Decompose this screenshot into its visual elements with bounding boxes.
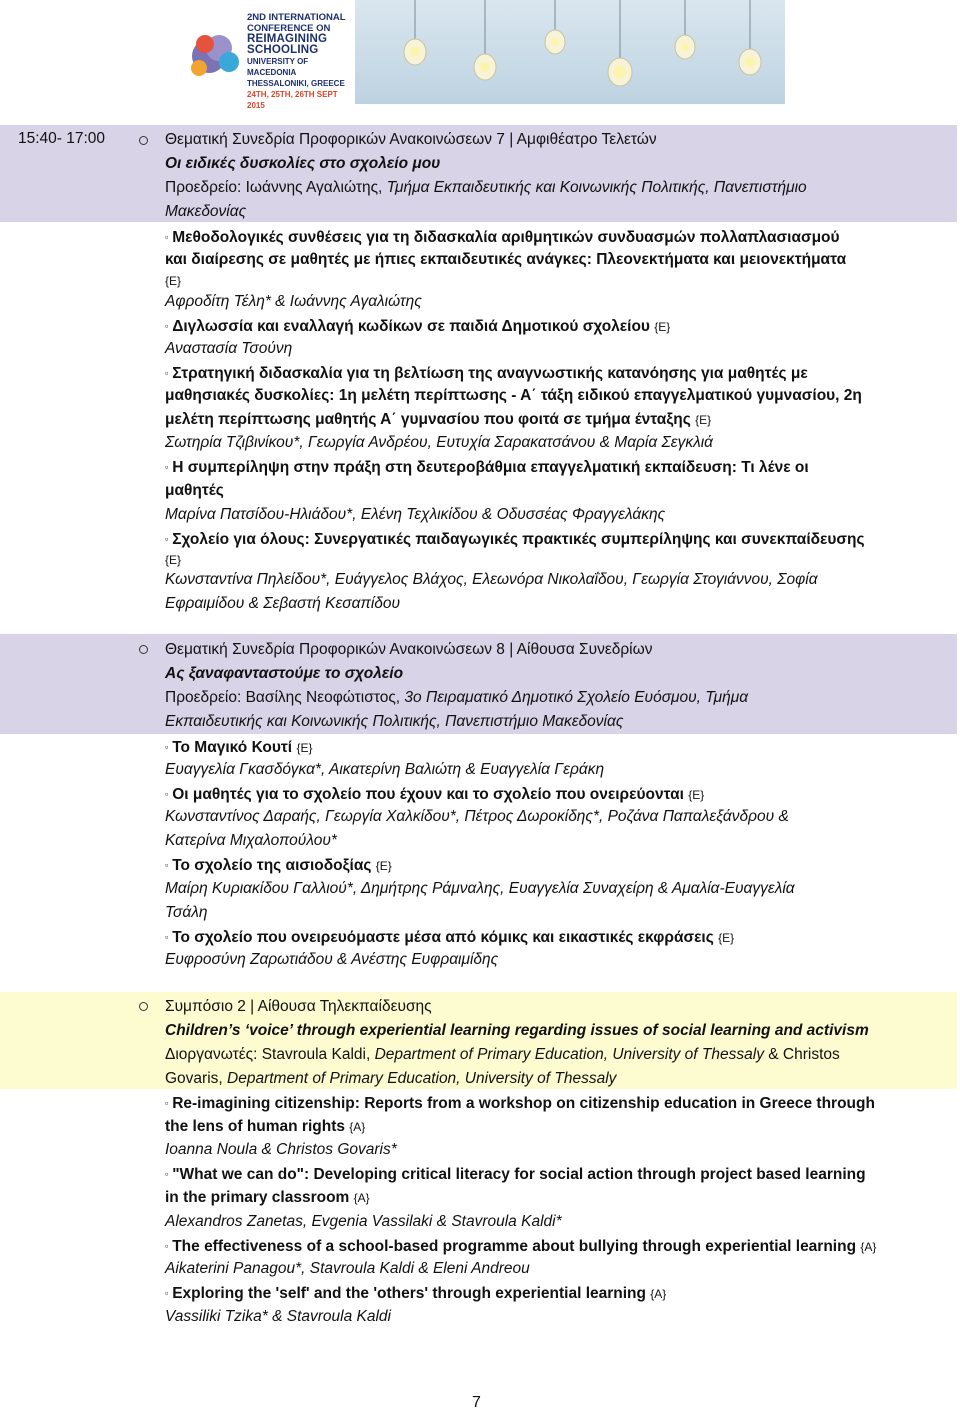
session-header: Θεματική Συνεδρία Προφορικών Ανακοινώσεων 8 | Αίθουσα Συνεδρίων <box>165 641 653 658</box>
paper-title-cont: μαθητές <box>165 482 224 499</box>
square-bullet-icon: ▫ <box>165 1098 169 1108</box>
chair-name: Προεδρείο: Ιωάννης Αγαλιώτης, <box>165 179 383 196</box>
session-organizers <box>165 1043 840 1067</box>
paper-tag: {E} <box>375 859 392 873</box>
paper-title-text: The effectiveness of a school-based programme about bullying through experiential learning <box>172 1238 857 1255</box>
session-title: Οι ειδικές δυσκολίες στο σχολείο μου <box>165 155 441 172</box>
paper-tag: {A} <box>353 1191 370 1205</box>
paper-tag: {E} <box>296 741 313 755</box>
paper-title <box>165 1234 876 1259</box>
paper-title-text: Διγλωσσία και εναλλαγή κωδίκων σε παιδιά Δημοτικού σχολείου <box>172 318 650 335</box>
square-bullet-icon: ▫ <box>165 368 169 378</box>
logo-figures-icon <box>185 0 247 100</box>
paper-title <box>165 361 808 386</box>
paper-tag: {E} <box>695 413 712 427</box>
paper-title-text: "What we can do": Developing critical literacy for social action through project based learning <box>172 1166 866 1183</box>
paper-title-cont <box>165 1115 365 1139</box>
paper-authors: Ευαγγελία Γκασδόγκα*, Αικατερίνη Βαλιώτη & Ευαγγελία Γεράκη <box>165 761 605 778</box>
logo-line: UNIVERSITY OF MACEDONIA <box>247 57 309 77</box>
paper-title-cont <box>165 408 711 432</box>
square-bullet-icon: ▫ <box>165 534 169 544</box>
paper-title-text: Οι μαθητές για το σχολείο που έχουν και το σχολείο που ονειρεύονται <box>172 786 684 803</box>
organizer-affiliation: Department of Primary Education, University of Thessaly <box>370 1046 764 1063</box>
paper-title-cont: μαθησιακές δυσκολίες: 1η μελέτη περίπτωσης - Α΄ τάξη ειδικού επαγγελματικού γυμνασίου, 2η <box>165 387 862 404</box>
paper-title <box>165 1091 875 1116</box>
paper-tag: {E} <box>165 274 182 288</box>
session-header: Θεματική Συνεδρία Προφορικών Ανακοινώσεων 7 | Αμφιθέατρο Τελετών <box>165 131 657 148</box>
paper-title-text: the lens of human rights <box>165 1118 345 1135</box>
paper-tag: {E} <box>165 553 182 567</box>
square-bullet-icon: ▫ <box>165 742 169 752</box>
logo-line: SCHOOLING <box>247 44 319 56</box>
paper-tag: {E} <box>718 931 735 945</box>
paper-title-text: Το σχολείο της αισιοδοξίας <box>172 857 372 874</box>
paper-tag: {A} <box>860 1240 877 1254</box>
square-bullet-icon: ▫ <box>165 1169 169 1179</box>
paper-title-cont: και διαίρεσης σε μαθητές με ήπιες εκπαιδευτικές ανάγκες: Πλεονεκτήματα και μειονεκτήματα <box>165 251 847 268</box>
session-circle-bullet-icon <box>139 136 148 145</box>
paper-authors: Ευφροσύνη Ζαρωτιάδου & Ανέστης Ευφραιμίδης <box>165 951 499 968</box>
conference-logo <box>185 0 355 110</box>
paper-authors: Αφροδίτη Τέλη* & Ιωάννης Αγαλιώτης <box>165 293 422 310</box>
paper-authors: Μαρίνα Πατσίδου-Ηλιάδου*, Ελένη Τεχλικίδου & Οδυσσέας Φραγγελάκης <box>165 506 666 523</box>
paper-authors: Μαίρη Κυριακίδου Γαλλιού*, Δημήτρης Ράμναλης, Ευαγγελία Συναχείρη & Αμαλία-Ευαγγελία <box>165 880 795 897</box>
page-number: 7 <box>472 1394 481 1411</box>
paper-title <box>165 455 809 480</box>
square-bullet-icon: ▫ <box>165 860 169 870</box>
session-circle-bullet-icon <box>139 645 148 654</box>
organizer-name: Govaris, <box>165 1070 223 1087</box>
session-circle-bullet-icon <box>139 1002 148 1011</box>
paper-title-text: Μεθοδολογικές συνθέσεις για τη διδασκαλία αριθμητικών συνδυασμών πολλαπλασιασμού <box>172 229 840 246</box>
paper-title-text: Η συμπερίληψη στην πράξη στη δευτεροβάθμια επαγγελματική εκπαίδευση: Τι λένε οι <box>172 459 809 476</box>
logo-line: 2ND INTERNATIONAL <box>247 12 346 23</box>
paper-title <box>165 225 840 250</box>
session-title: Children’s ‘voice’ through experiential learning regarding issues of social learning and activism <box>165 1022 869 1039</box>
paper-title-text: Exploring the 'self' and the 'others' through experiential learning <box>172 1285 646 1302</box>
paper-authors: Vassiliki Tzika* & Stavroula Kaldi <box>165 1308 391 1325</box>
square-bullet-icon: ▫ <box>165 1288 169 1298</box>
conference-banner <box>185 0 785 110</box>
paper-title-text: Στρατηγική διδασκαλία για τη βελτίωση της αναγνωστικής κατανόησης για μαθητές με <box>172 365 808 382</box>
paper-title-text: Το Μαγικό Κουτί <box>172 739 293 756</box>
paper-authors: Κωνσταντίνα Πηλείδου*, Ευάγγελος Βλάχος, Ελεωνόρα Νικολαΐδου, Γεωργία Στογιάννου, Σοφία <box>165 571 818 588</box>
paper-title-text: μελέτη περίπτωσης μαθητής Α΄ γυμνασίου που φοιτά σε τμήμα ένταξης <box>165 411 691 428</box>
square-bullet-icon: ▫ <box>165 932 169 942</box>
square-bullet-icon: ▫ <box>165 789 169 799</box>
paper-authors-cont: Κατερίνα Μιχαλοπούλου* <box>165 832 337 849</box>
organizer-affiliation: Department of Primary Education, University of Thessaly <box>222 1070 617 1087</box>
paper-title <box>165 735 312 760</box>
logo-line: THESSALONIKI, GREECE <box>247 79 345 88</box>
paper-authors-cont: Τσάλη <box>165 904 208 921</box>
chair-affiliation-cont: Μακεδονίας <box>165 203 247 220</box>
session-time: 15:40- 17:00 <box>18 130 106 147</box>
organizer-name: & Christos <box>763 1046 840 1063</box>
paper-tag: {E} <box>688 788 705 802</box>
paper-authors: Αναστασία Τσούνη <box>165 340 293 357</box>
logo-line: 24TH, 25TH, 26TH SEPT 2015 <box>247 90 338 110</box>
chair-affiliation: 3ο Πειραματικό Δημοτικό Σχολείο Ευόσμου, Τμήμα <box>400 689 749 706</box>
session-header: Συμπόσιο 2 | Αίθουσα Τηλεκπαίδευσης <box>165 998 432 1015</box>
paper-title-text: Σχολείο για όλους: Συνεργατικές παιδαγωγικές πρακτικές συμπερίληψης και συνεκπαίδευσης <box>172 531 865 548</box>
paper-tag: {A} <box>349 1120 366 1134</box>
paper-tag: {E} <box>654 320 671 334</box>
paper-title-text: Re-imagining citizenship: Reports from a workshop on citizenship education in Greece through <box>172 1095 875 1112</box>
logo-line: REIMAGINING <box>247 33 328 45</box>
paper-title <box>165 527 865 552</box>
session-organizers-cont <box>165 1067 616 1091</box>
square-bullet-icon: ▫ <box>165 232 169 242</box>
paper-title <box>165 1162 866 1187</box>
chair-name: Προεδρείο: Βασίλης Νεοφώτιστος, <box>165 689 401 706</box>
chair-affiliation: Τμήμα Εκπαιδευτικής και Κοινωνικής Πολιτικής, Πανεπιστήμιο <box>382 179 807 196</box>
lightbulbs-icon <box>355 0 785 104</box>
paper-authors: Σωτηρία Τζιβινίκου*, Γεωργία Ανδρέου, Ευτυχία Σαρακατσάνου & Μαρία Σεγκλιά <box>165 434 714 451</box>
paper-authors-cont: Εφραιμίδου & Σεβαστή Κεσαπίδου <box>165 595 401 612</box>
paper-authors: Aikaterini Panagou*, Stavroula Kaldi & Eleni Andreou <box>165 1260 530 1277</box>
paper-authors: Alexandros Zanetas, Evgenia Vassilaki & Stavroula Kaldi* <box>165 1213 562 1230</box>
session-title: Ας ξαναφανταστούμε το σχολείο <box>165 665 404 682</box>
paper-title-text: Το σχολείο που ονειρευόμαστε μέσα από κόμικς και εικαστικές εκφράσεις <box>172 929 714 946</box>
lightbulbs-photo <box>355 0 785 104</box>
square-bullet-icon: ▫ <box>165 321 169 331</box>
paper-title <box>165 782 704 807</box>
logo-line: CONFERENCE ON <box>247 23 331 34</box>
paper-tag: {A} <box>650 1287 667 1301</box>
square-bullet-icon: ▫ <box>165 462 169 472</box>
paper-title <box>165 314 670 339</box>
organizer-name: Διοργανωτές: Stavroula Kaldi, <box>165 1046 371 1063</box>
paper-title <box>165 853 392 878</box>
paper-title <box>165 925 734 950</box>
chair-affiliation-cont: Εκπαιδευτικής και Κοινωνικής Πολιτικής, Πανεπιστήμιο Μακεδονίας <box>165 713 624 730</box>
square-bullet-icon: ▫ <box>165 1241 169 1251</box>
paper-title-cont <box>165 1186 370 1210</box>
paper-title-text: in the primary classroom <box>165 1189 350 1206</box>
paper-authors: Κωνσταντίνος Δαραής, Γεωργία Χαλκίδου*, Πέτρος Δωροκίδης*, Ροζάνα Παπαλεξάνδρου & <box>165 808 789 825</box>
session-chair <box>165 176 807 200</box>
session-chair <box>165 686 748 710</box>
paper-authors: Ioanna Noula & Christos Govaris* <box>165 1141 397 1158</box>
paper-title <box>165 1281 666 1306</box>
